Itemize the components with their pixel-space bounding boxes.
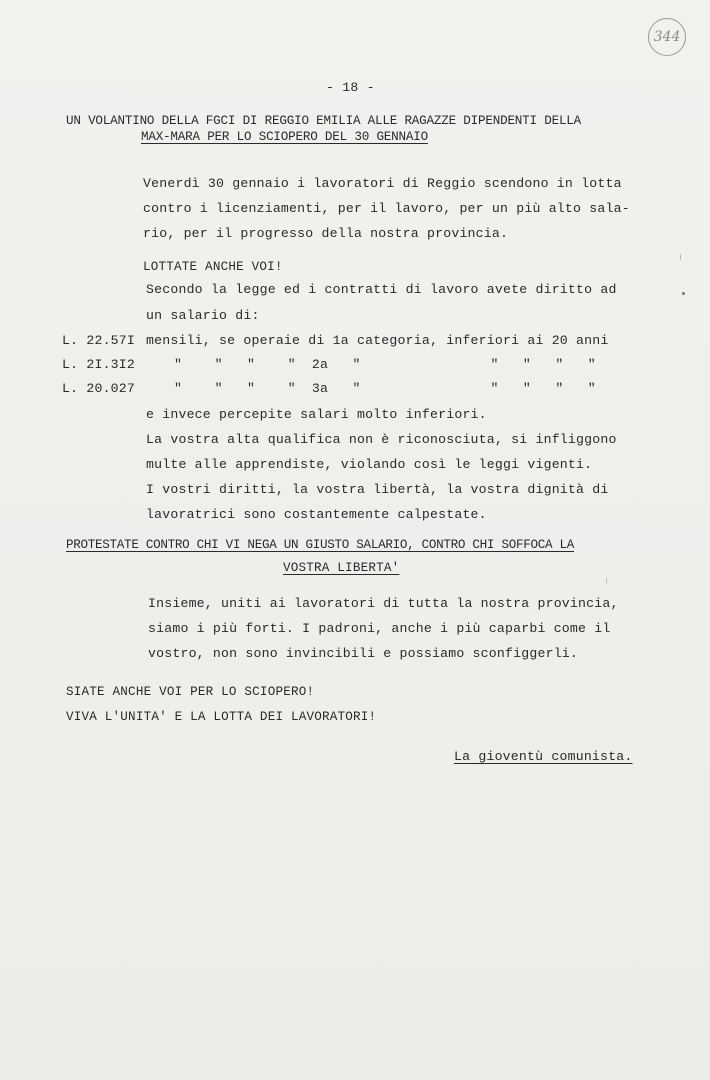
intro-line-1: Venerdì 30 gennaio i lavoratori di Reggio scendono in lotta [143,176,622,191]
paper-speck [682,292,685,295]
paper-speck [606,578,607,584]
paper-speck [680,254,681,260]
intro-line-2: contro i licenziamenti, per il lavoro, per un più alto sala- [143,201,630,216]
law-text-line-2: un salario di: [146,308,260,323]
law-text-line-1: Secondo la legge ed i contratti di lavoro avete diritto ad [146,282,617,297]
slogan-2: VIVA L'UNITA' E LA LOTTA DEI LAVORATORI! [66,710,377,724]
heading-line-2: MAX-MARA PER LO SCIOPERO DEL 30 GENNAIO [141,130,428,144]
unity-line-3: vostro, non sono invincibili e possiamo sconfiggerli. [148,646,579,661]
complaint-line-1: e invece percepite salari molto inferiori. [146,407,487,422]
complaint-line-3: multe alle apprendiste, violando così le leggi vigenti. [146,457,593,472]
complaint-line-4: I vostri diritti, la vostra libertà, la vostra dignità di [146,482,609,497]
call-to-action: LOTTATE ANCHE VOI! [143,260,283,274]
signature: La gioventù comunista. [454,749,633,764]
salary-amount-2: L. 2I.3I2 [62,357,136,372]
protest-line-1: PROTESTATE CONTRO CHI VI NEGA UN GIUSTO SALARIO, CONTRO CHI SOFFOCA LA [66,538,575,552]
unity-line-1: Insieme, uniti ai lavoratori di tutta la nostra provincia, [148,596,619,611]
salary-amount-1: L. 22.57I [62,333,136,348]
complaint-line-5: lavoratrici sono costantemente calpestate. [146,507,487,522]
protest-line-2: VOSTRA LIBERTA' [283,561,400,575]
salary-text-3: " " " " 3a " " " " " [174,381,596,396]
complaint-line-2: La vostra alta qualifica non è riconosciuta, si infliggono [146,432,617,447]
heading-line-1: UN VOLANTINO DELLA FGCI DI REGGIO EMILIA ALLE RAGAZZE DIPENDENTI DELLA [66,114,582,128]
archive-stamp: 344 [648,18,686,56]
salary-text-1: mensili, se operaie di 1a categoria, inferiori ai 20 anni [146,333,609,348]
unity-line-2: siamo i più forti. I padroni, anche i più caparbi come il [148,621,611,636]
salary-text-2: " " " " 2a " " " " " [174,357,596,372]
salary-amount-3: L. 20.027 [62,381,136,396]
slogan-1: SIATE ANCHE VOI PER LO SCIOPERO! [66,685,315,699]
page-number: - 18 - [326,80,375,95]
intro-line-3: rio, per il progresso della nostra provincia. [143,226,509,241]
